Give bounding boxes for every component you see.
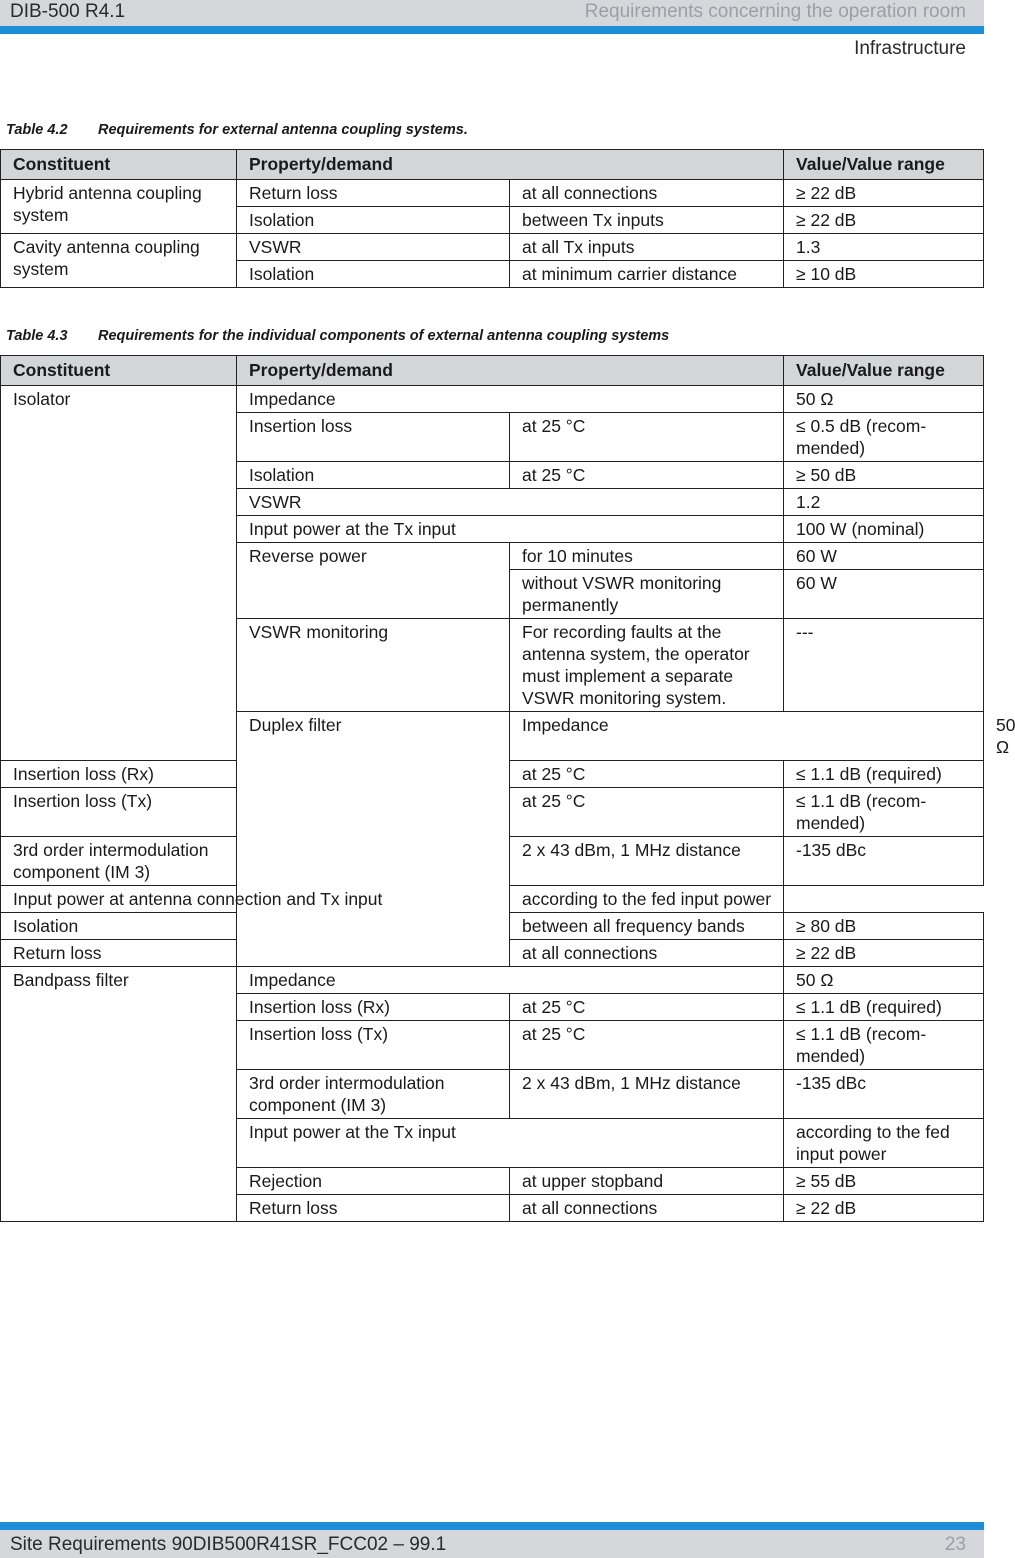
table-4-2 — [0, 149, 984, 288]
constituent-cell: Bandpass filter — [1, 967, 237, 1222]
property-cell: Rejection — [237, 1168, 510, 1195]
value-cell: ≥ 22 dB — [784, 207, 984, 234]
table-4-3 — [0, 355, 1015, 1222]
page-number: 23 — [944, 1534, 966, 1555]
constituent-cell: Cavity antenna coupling system — [1, 234, 237, 288]
property-cell: VSWR monitoring — [237, 619, 510, 712]
header-property: Property/demand — [237, 150, 784, 180]
property-cell: Impedance — [237, 386, 784, 413]
property-cell: Input power at the Tx input — [237, 1119, 784, 1168]
property-cell: Insertion loss — [237, 413, 510, 462]
table-title: Requirements for external antenna coupling systems. — [98, 122, 468, 138]
value-cell: ≤ 1.1 dB (recom-mended) — [784, 1021, 984, 1070]
header-accent-line — [0, 26, 984, 34]
property-cell: Isolation — [237, 462, 510, 489]
value-cell: ≤ 0.5 dB (recom-mended) — [784, 413, 984, 462]
condition-cell: 2 x 43 dBm, 1 MHz distance — [510, 1070, 784, 1119]
condition-cell: at 25 °C — [510, 788, 784, 837]
property-cell: 3rd order intermodulation component (IM 3) — [1, 837, 237, 886]
value-cell: ≥ 55 dB — [784, 1168, 984, 1195]
value-cell: 1.2 — [784, 489, 984, 516]
value-cell: ≥ 80 dB — [784, 913, 984, 940]
constituent-cell: Isolator — [1, 386, 237, 761]
condition-cell: at 25 °C — [510, 462, 784, 489]
constituent-cell: Duplex filter — [237, 712, 510, 967]
table-header-row — [1, 150, 984, 180]
property-cell: Insertion loss (Tx) — [1, 788, 237, 837]
property-cell: Isolation — [237, 261, 510, 288]
property-cell: Insertion loss (Tx) — [237, 1021, 510, 1070]
table-row — [1, 180, 984, 207]
value-cell: -135 dBc — [784, 837, 984, 886]
property-cell: Input power at the Tx input — [237, 516, 784, 543]
value-cell: 50 Ω — [784, 967, 984, 994]
table-4-3-caption — [6, 328, 669, 344]
table-4-2-caption — [6, 122, 468, 138]
value-cell: ≥ 22 dB — [784, 940, 984, 967]
value-cell: -135 dBc — [784, 1070, 984, 1119]
property-cell: Insertion loss (Rx) — [1, 761, 237, 788]
property-cell: Insertion loss (Rx) — [237, 994, 510, 1021]
condition-cell: at all Tx inputs — [510, 234, 784, 261]
value-cell: 50 Ω — [784, 386, 984, 413]
section-title: Infrastructure — [854, 38, 966, 59]
table-row — [1, 886, 984, 913]
footer-accent-line — [0, 1522, 984, 1530]
property-cell: Isolation — [237, 207, 510, 234]
condition-cell: at 25 °C — [510, 413, 784, 462]
property-cell: Return loss — [237, 1195, 510, 1222]
header-constituent: Constituent — [1, 356, 237, 386]
table-header-row — [1, 356, 984, 386]
value-cell: ≥ 10 dB — [784, 261, 984, 288]
doc-reference: Site Requirements 90DIB500R41SR_FCC02 – 99.1 — [10, 1534, 447, 1555]
value-cell: ≤ 1.1 dB (required) — [784, 994, 984, 1021]
condition-cell: between all frequency bands — [510, 913, 784, 940]
doc-id: DIB-500 R4.1 — [10, 1, 126, 22]
condition-cell: at upper stopband — [510, 1168, 784, 1195]
value-cell: ≥ 22 dB — [784, 180, 984, 207]
value-cell: according to the fed input power — [510, 886, 784, 913]
table-row: Duplex filter Impedance 50 Ω — [1, 712, 984, 761]
condition-cell: at all connections — [510, 1195, 784, 1222]
condition-cell: at 25 °C — [510, 1021, 784, 1070]
table-title: Requirements for the individual components of external antenna coupling systems — [98, 328, 670, 344]
value-cell: 100 W (nominal) — [784, 516, 984, 543]
value-cell: according to the fed input power — [784, 1119, 984, 1168]
condition-cell: at all connections — [510, 940, 784, 967]
property-cell: Impedance — [510, 712, 984, 761]
condition-cell: at all connections — [510, 180, 784, 207]
condition-cell: 2 x 43 dBm, 1 MHz distance — [510, 837, 784, 886]
value-cell: ≤ 1.1 dB (required) — [784, 761, 984, 788]
value-cell: --- — [784, 619, 984, 712]
property-cell: Reverse power — [237, 543, 510, 619]
property-cell: Impedance — [237, 967, 784, 994]
table-row — [1, 967, 984, 994]
table-number: Table 4.3 — [6, 328, 68, 344]
chapter-title: Requirements concerning the operation room — [584, 1, 966, 22]
condition-cell: at 25 °C — [510, 761, 784, 788]
value-cell: 60 W — [784, 543, 984, 570]
header-constituent: Constituent — [1, 150, 237, 180]
value-cell: ≤ 1.1 dB (recom-mended) — [784, 788, 984, 837]
value-cell: ≥ 50 dB — [784, 462, 984, 489]
table-row — [1, 386, 984, 413]
condition-cell: at minimum carrier distance — [510, 261, 784, 288]
condition-cell: for 10 minutes — [510, 543, 784, 570]
header-value: Value/Value range — [784, 150, 984, 180]
condition-cell: without VSWR monitoring permanently — [510, 570, 784, 619]
header-value: Value/Value range — [784, 356, 984, 386]
page-footer — [0, 1530, 984, 1558]
property-cell: VSWR — [237, 234, 510, 261]
header-property: Property/demand — [237, 356, 784, 386]
table-number: Table 4.2 — [6, 122, 68, 138]
value-cell: 60 W — [784, 570, 984, 619]
property-cell: 3rd order intermodulation component (IM 3) — [237, 1070, 510, 1119]
property-cell: Input power at antenna connection and Tx input — [1, 886, 510, 913]
condition-cell: between Tx inputs — [510, 207, 784, 234]
table-row — [1, 234, 984, 261]
property-cell: Return loss — [237, 180, 510, 207]
page-header — [0, 0, 984, 26]
property-cell: Return loss — [1, 940, 237, 967]
property-cell: Isolation — [1, 913, 237, 940]
value-cell: ≥ 22 dB — [784, 1195, 984, 1222]
condition-cell: at 25 °C — [510, 994, 784, 1021]
value-cell: 1.3 — [784, 234, 984, 261]
constituent-cell: Hybrid antenna coupling system — [1, 180, 237, 234]
property-cell: VSWR — [237, 489, 784, 516]
condition-cell: For recording faults at the antenna system, the operator must implement a separate VSWR monitoring system. — [510, 619, 784, 712]
